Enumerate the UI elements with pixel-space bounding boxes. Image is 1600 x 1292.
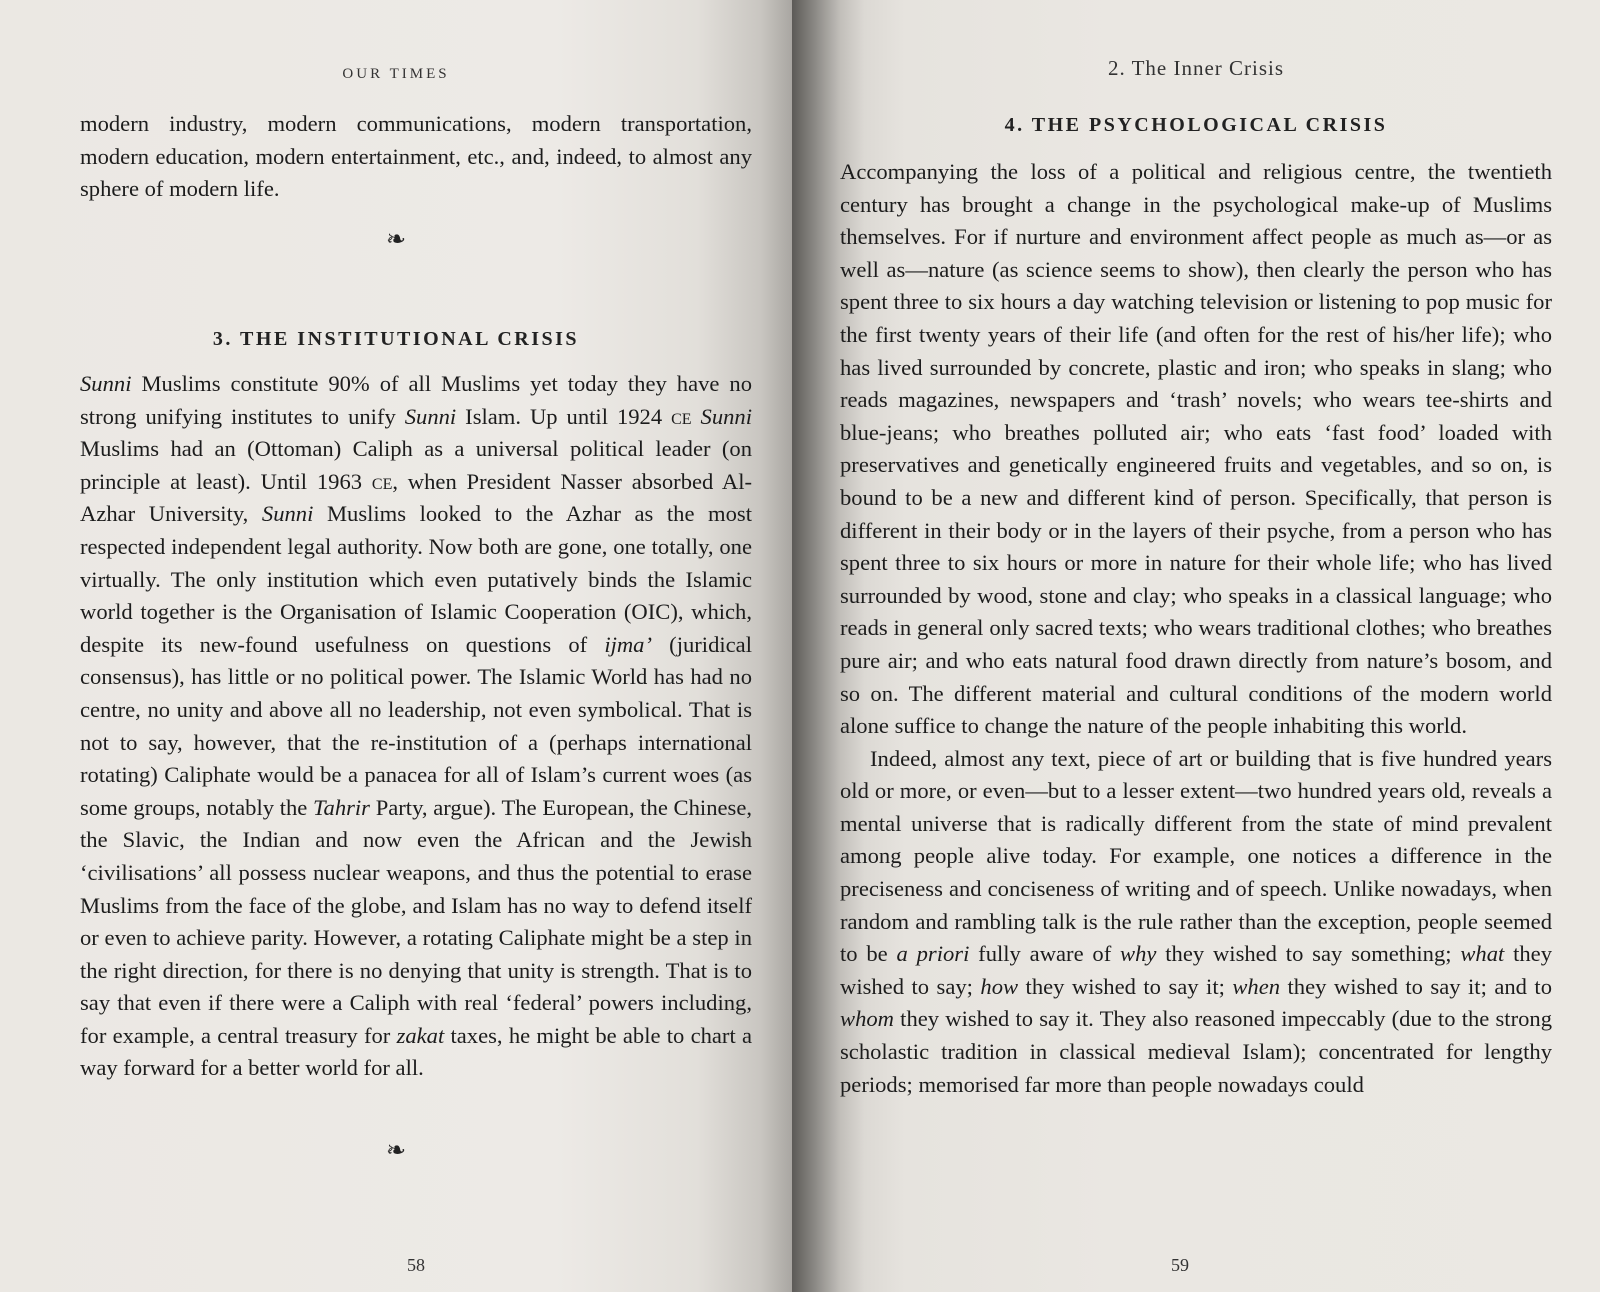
body-paragraph-1: Accompanying the loss of a political and religious centre, the twentieth century has brought a change in the psychological make-up of Muslims themselves. For if nurture and environment affect people as much as—or as well as—nature (as science seems to show), then clearly the person who has spent three to six hours a day watching television or listening to pop music for the first twenty years of their life (and often for the rest of his/her life); who has lived surrounded by concrete, plastic and iron; who speaks in slang; who reads magazines, newspapers and ‘trash’ novels; who wears tee-shirts and blue-jeans; who breathes polluted air; who eats ‘fast food’ loaded with preservatives and genetically engineered fruits and vegetables, and so on, is bound to be a new and different kind of person. Specifically, that person is different in their body or in the layers of their psyche, from a person who has spent three to six hours or more in nature for their whole life; who has lived surrounded by wood, stone and clay; who speaks in a classical language; who reads in general only sacred texts; who wears traditional clothes; who breathes pure air; and who eats natural food drawn directly from nature’s bosom, and so on. The different material and cultural conditions of the modern world alone suffice to change the nature of the people inhabiting this world.	[840, 159, 1552, 739]
right-page	[792, 0, 1600, 1292]
section-heading-4: 4. THE PSYCHOLOGICAL CRISIS	[1004, 114, 1388, 136]
psychological-crisis-text	[840, 156, 1552, 1101]
running-head: OUR TIMES	[342, 66, 450, 82]
page-number-right: 59	[1171, 1255, 1189, 1275]
section-heading-3: 3. THE INSTITUTIONAL CRISIS	[212, 328, 580, 350]
body-paragraph-2: Indeed, almost any text, piece of art or building that is five hundred years old or more, or even—but to a lesser extent—two hundred years old, reveals a mental universe that is radically different from the state of mind prevalent among people alive today. For example, one notices a difference in the preciseness and conciseness of writing and of speech. Unlike nowadays, when random and rambling talk is the rule rather than the exception, people seemed to be a priori fully aware of why they wished to say something; what they wished to say; how they wished to say it; when they wished to say it; and to whom they wished to say it. They also reasoned impeccably (due to the strong scholastic tradition in classical medieval Islam); concentrated for lengthy periods; memorised far more than people nowadays could	[840, 745, 1552, 1097]
body-paragraph: Sunni Muslims constitute 90% of all Muslims yet today they have no strong unifying institutes to unify Sunni Islam. Up until 1924 ce Sunni Muslims had an (Ottoman) Caliph as a universal political leader (on principle at least). Until 1963 ce, when President Nasser absorbed Al-Azhar University, Sunni Muslims looked to the Azhar as the most respected independent legal authority. Now both are gone, one totally, one virtually. The only institution which even putatively binds the Islamic world together is the Organisation of Islamic Cooperation (OIC), which, despite its new-found usefulness on questions of ijma’ (juridical consensus), has little or no political power. The Islamic World has had no centre, no unity and above all no leadership, not even symbolical. That is not to say, however, that the re-institution of a (perhaps international rotating) Caliphate would be a panacea for all of Islam’s current woes (as some groups, notably the Tahrir Party, argue). The European, the Chinese, the Slavic, the Indian and now even the African and the Jewish ‘civilisations’ all possess nuclear weapons, and thus the potential to erase Muslims from the face of the globe, and Islam has no way to defend itself or even to achieve parity. However, a rotating Caliphate might be a step in the right direction, for there is no denying that unity is strength. That is to say that even if there were a Caliph with real ‘federal’ powers including, for example, a central treasury for zakat taxes, he might be able to chart a way forward for a better world for all.	[80, 371, 752, 1081]
continuation-text	[80, 108, 752, 206]
fleuron-ornament: ❧	[385, 1138, 407, 1164]
page-number-left: 58	[407, 1255, 425, 1275]
fleuron-ornament: ❧	[385, 227, 407, 253]
continuation-paragraph: modern industry, modern communications, modern transportation, modern education, modern entertainment, etc., and, indeed, to almost any sphere of modern life.	[80, 111, 752, 202]
institutional-crisis-text	[80, 368, 752, 1085]
left-page	[0, 0, 792, 1292]
running-head: 2. The Inner Crisis	[1107, 56, 1285, 80]
